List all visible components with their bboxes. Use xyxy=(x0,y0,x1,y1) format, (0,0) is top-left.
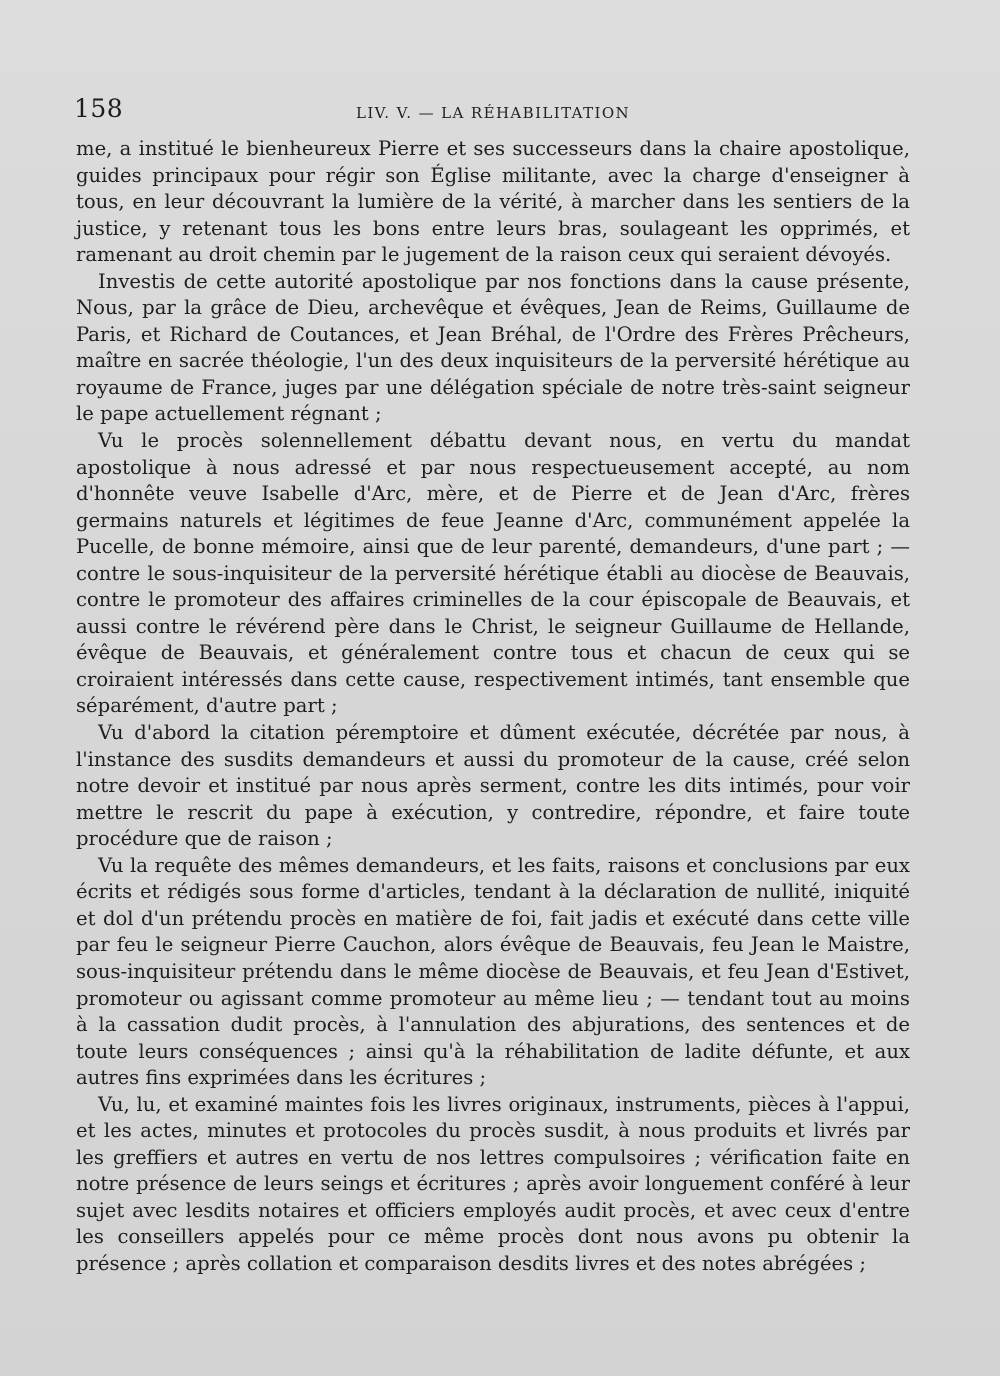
paragraph: Vu, lu, et examiné maintes fois les livres originaux, instruments, pièces à l'appui, et les actes, minutes et protocoles du procès susdit, à nous produits et livrés par les greffiers et autres en vertu de nos lettres compulsoires ; vérification faite en notre présence de leurs seings et écritures ; après avoir longuement conféré à leur sujet avec lesdits notaires et officiers employés audit procès, et avec ceux d'entre les conseillers appelés pour ce même procès dont nous avons pu obtenir la présence ; après collation et comparaison desdits livres et des notes abrégées ; xyxy=(76,1092,910,1275)
paragraph: Vu le procès solennellement débattu devant nous, en vertu du mandat apostolique à nous adressé et par nous respectueusement accepté, au nom d'honnête veuve Isabelle d'Arc, mère, et de Pierre et de Jean d'Arc, frères germains naturels et légitimes de feue Jeanne d'Arc, communément appelée la Pucelle, de bonne mémoire, ainsi que de leur parenté, demandeurs, d'une part ; — contre le sous-inquisiteur de la perversité hérétique établi au diocèse de Beauvais, contre le promoteur des affaires criminelles de la cour épiscopale de Beauvais, et aussi contre le révérend père dans le Christ, le seigneur Guillaume de Hellande, évêque de Beauvais, et généralement contre tous et chacun de ceux qui se croiraient intéressés dans cette cause, respectivement intimés, tant ensemble que séparément, d'autre part ; xyxy=(76,429,910,718)
page-number: 158 xyxy=(74,94,124,123)
paragraph: me, a institué le bienheureux Pierre et ses successeurs dans la chaire apostolique, guides principaux pour régir son Église militante, avec la charge d'enseigner à tous, en leur découvrant la lumière de la vérité, à marcher dans les sentiers de la justice, y retenant tous les bons entre leurs bras, soulageant les opprimés, et ramenant au droit chemin par le jugement de la raison ceux qui seraient dévoyés. xyxy=(76,137,910,267)
body-text xyxy=(76,136,910,1278)
page-header xyxy=(74,94,916,122)
paragraph: Investis de cette autorité apostolique par nos fonctions dans la cause présente, Nous, par la grâce de Dieu, archevêque et évêques, Jean de Reims, Guillaume de Paris, et Richard de Coutances, et Jean Bréhal, de l'Ordre des Frères Prêcheurs, maître en sacrée théologie, l'un des deux inquisiteurs de la perversité hérétique au royaume de France, juges par une délégation spéciale de notre très-saint seigneur le pape actuellement régnant ; xyxy=(76,269,910,426)
paragraph: Vu d'abord la citation péremptoire et dûment exécutée, décrétée par nous, à l'instance des susdits demandeurs et aussi du promoteur de la cause, créé selon notre devoir et institué par nous après serment, contre les dits intimés, pour voir mettre le rescrit du pape à exécution, y contredire, répondre, et faire toute procédure que de raison ; xyxy=(76,721,910,851)
running-head: LIV. V. — LA RÉHABILITATION xyxy=(356,104,631,122)
paragraph: Vu la requête des mêmes demandeurs, et les faits, raisons et conclusions par eux écrits et rédigés sous forme d'articles, tendant à la déclaration de nullité, iniquité et dol d'un prétendu procès en matière de foi, fait jadis et exécuté dans cette ville par feu le seigneur Pierre Cauchon, alors évêque de Beauvais, feu Jean le Maistre, sous-inquisiteur prétendu dans le même diocèse de Beauvais, et feu Jean d'Estivet, promoteur ou agissant comme promoteur au même lieu ; — tendant tout au moins à la cassation dudit procès, à l'annulation des abjurations, des sentences et de toute leurs conséquences ; ainsi qu'à la réhabilitation de ladite défunte, et aux autres fins exprimées dans les écritures ; xyxy=(76,853,910,1090)
